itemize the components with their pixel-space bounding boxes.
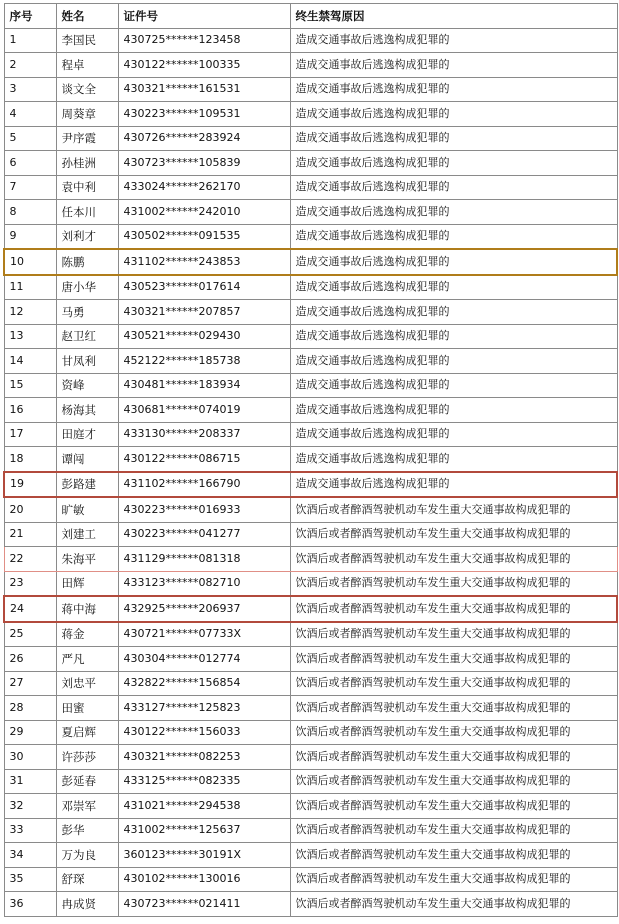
id-number-cell: 430723******021411: [118, 892, 290, 917]
name-cell: 陈鹏: [56, 249, 118, 275]
name-cell: 袁中利: [56, 175, 118, 200]
id-number-cell: 430223******016933: [118, 497, 290, 522]
table-row: [4, 892, 617, 917]
name-cell: 旷敏: [56, 497, 118, 522]
index-cell: 20: [4, 497, 56, 522]
name-cell: 刘忠平: [56, 671, 118, 696]
reason-cell: 造成交通事故后逃逸构成犯罪的: [290, 373, 617, 398]
table-row: [4, 249, 617, 275]
id-number-cell: 433123******082710: [118, 571, 290, 596]
table-row: [4, 200, 617, 225]
index-cell: 22: [4, 547, 56, 572]
name-cell: 田蜜: [56, 696, 118, 721]
name-cell: 刘建工: [56, 522, 118, 547]
table-row: [4, 720, 617, 745]
name-cell: 马勇: [56, 300, 118, 325]
table-row: [4, 275, 617, 300]
id-number-cell: 452122******185738: [118, 349, 290, 374]
id-number-cell: 430304******012774: [118, 647, 290, 672]
reason-cell: 饮酒后或者醉酒驾驶机动车发生重大交通事故构成犯罪的: [290, 596, 617, 622]
table-row: [4, 447, 617, 472]
index-cell: 6: [4, 151, 56, 176]
table-row: [4, 794, 617, 819]
reason-cell: 饮酒后或者醉酒驾驶机动车发生重大交通事故构成犯罪的: [290, 794, 617, 819]
name-cell: 谈文全: [56, 77, 118, 102]
index-cell: 32: [4, 794, 56, 819]
name-cell: 尹序霞: [56, 126, 118, 151]
header-id-number: 证件号: [118, 4, 290, 29]
index-cell: 21: [4, 522, 56, 547]
table-row: [4, 522, 617, 547]
id-number-cell: 430502******091535: [118, 224, 290, 249]
id-number-cell: 430481******183934: [118, 373, 290, 398]
reason-cell: 饮酒后或者醉酒驾驶机动车发生重大交通事故构成犯罪的: [290, 671, 617, 696]
reason-cell: 饮酒后或者醉酒驾驶机动车发生重大交通事故构成犯罪的: [290, 571, 617, 596]
table-row: [4, 497, 617, 522]
id-number-cell: 430523******017614: [118, 275, 290, 300]
reason-cell: 饮酒后或者醉酒驾驶机动车发生重大交通事故构成犯罪的: [290, 622, 617, 647]
reason-cell: 造成交通事故后逃逸构成犯罪的: [290, 53, 617, 78]
id-number-cell: 433024******262170: [118, 175, 290, 200]
id-number-cell: 430321******207857: [118, 300, 290, 325]
index-cell: 19: [4, 472, 56, 498]
reason-cell: 造成交通事故后逃逸构成犯罪的: [290, 447, 617, 472]
id-number-cell: 431002******125637: [118, 818, 290, 843]
table-row: [4, 349, 617, 374]
id-number-cell: 431102******166790: [118, 472, 290, 498]
table-row: [4, 300, 617, 325]
name-cell: 田庭才: [56, 422, 118, 447]
reason-cell: 造成交通事故后逃逸构成犯罪的: [290, 472, 617, 498]
name-cell: 周葵章: [56, 102, 118, 127]
reason-cell: 饮酒后或者醉酒驾驶机动车发生重大交通事故构成犯罪的: [290, 696, 617, 721]
header-name: 姓名: [56, 4, 118, 29]
reason-cell: 造成交通事故后逃逸构成犯罪的: [290, 349, 617, 374]
table-header: [4, 4, 617, 29]
name-cell: 程卓: [56, 53, 118, 78]
reason-cell: 饮酒后或者醉酒驾驶机动车发生重大交通事故构成犯罪的: [290, 892, 617, 917]
reason-cell: 造成交通事故后逃逸构成犯罪的: [290, 249, 617, 275]
name-cell: 许莎莎: [56, 745, 118, 770]
reason-cell: 饮酒后或者醉酒驾驶机动车发生重大交通事故构成犯罪的: [290, 647, 617, 672]
table-row: [4, 696, 617, 721]
name-cell: 邓崇军: [56, 794, 118, 819]
table-row: [4, 151, 617, 176]
reason-cell: 造成交通事故后逃逸构成犯罪的: [290, 324, 617, 349]
index-cell: 4: [4, 102, 56, 127]
name-cell: 赵卫红: [56, 324, 118, 349]
index-cell: 11: [4, 275, 56, 300]
table-row: [4, 571, 617, 596]
id-number-cell: 360123******30191X: [118, 843, 290, 868]
reason-cell: 造成交通事故后逃逸构成犯罪的: [290, 28, 617, 53]
reason-cell: 造成交通事故后逃逸构成犯罪的: [290, 200, 617, 225]
id-number-cell: 430725******123458: [118, 28, 290, 53]
header-index: 序号: [4, 4, 56, 29]
name-cell: 甘凤利: [56, 349, 118, 374]
index-cell: 23: [4, 571, 56, 596]
name-cell: 任本川: [56, 200, 118, 225]
name-cell: 舒琛: [56, 867, 118, 892]
index-cell: 30: [4, 745, 56, 770]
id-number-cell: 430726******283924: [118, 126, 290, 151]
index-cell: 13: [4, 324, 56, 349]
table-row: [4, 126, 617, 151]
index-cell: 27: [4, 671, 56, 696]
name-cell: 资峰: [56, 373, 118, 398]
name-cell: 杨海其: [56, 398, 118, 423]
index-cell: 16: [4, 398, 56, 423]
reason-cell: 饮酒后或者醉酒驾驶机动车发生重大交通事故构成犯罪的: [290, 818, 617, 843]
table-row: [4, 596, 617, 622]
reason-cell: 造成交通事故后逃逸构成犯罪的: [290, 275, 617, 300]
index-cell: 24: [4, 596, 56, 622]
table-row: [4, 175, 617, 200]
index-cell: 25: [4, 622, 56, 647]
reason-cell: 饮酒后或者醉酒驾驶机动车发生重大交通事故构成犯罪的: [290, 745, 617, 770]
id-number-cell: 430223******109531: [118, 102, 290, 127]
table-row: [4, 769, 617, 794]
id-number-cell: 430122******156033: [118, 720, 290, 745]
reason-cell: 饮酒后或者醉酒驾驶机动车发生重大交通事故构成犯罪的: [290, 522, 617, 547]
table-row: [4, 324, 617, 349]
name-cell: 夏启辉: [56, 720, 118, 745]
name-cell: 严凡: [56, 647, 118, 672]
reason-cell: 饮酒后或者醉酒驾驶机动车发生重大交通事故构成犯罪的: [290, 769, 617, 794]
table-row: [4, 28, 617, 53]
table-row: [4, 547, 617, 572]
index-cell: 10: [4, 249, 56, 275]
index-cell: 28: [4, 696, 56, 721]
id-number-cell: 433125******082335: [118, 769, 290, 794]
id-number-cell: 433127******125823: [118, 696, 290, 721]
id-number-cell: 432925******206937: [118, 596, 290, 622]
id-number-cell: 430102******130016: [118, 867, 290, 892]
index-cell: 3: [4, 77, 56, 102]
id-number-cell: 430223******041277: [118, 522, 290, 547]
index-cell: 34: [4, 843, 56, 868]
name-cell: 蒋金: [56, 622, 118, 647]
reason-cell: 造成交通事故后逃逸构成犯罪的: [290, 300, 617, 325]
table-row: [4, 102, 617, 127]
header-row: [4, 4, 617, 29]
reason-cell: 造成交通事故后逃逸构成犯罪的: [290, 398, 617, 423]
id-number-cell: 430321******082253: [118, 745, 290, 770]
table-row: [4, 373, 617, 398]
name-cell: 万为良: [56, 843, 118, 868]
name-cell: 田辉: [56, 571, 118, 596]
id-number-cell: 431102******243853: [118, 249, 290, 275]
ban-list-table: [3, 3, 618, 917]
id-number-cell: 430122******086715: [118, 447, 290, 472]
table-row: [4, 745, 617, 770]
table-row: [4, 647, 617, 672]
index-cell: 18: [4, 447, 56, 472]
table-row: [4, 398, 617, 423]
name-cell: 彭华: [56, 818, 118, 843]
id-number-cell: 430723******105839: [118, 151, 290, 176]
name-cell: 朱海平: [56, 547, 118, 572]
name-cell: 孙桂洲: [56, 151, 118, 176]
name-cell: 彭路建: [56, 472, 118, 498]
name-cell: 刘利才: [56, 224, 118, 249]
table-body: [4, 28, 617, 916]
reason-cell: 饮酒后或者醉酒驾驶机动车发生重大交通事故构成犯罪的: [290, 867, 617, 892]
table-row: [4, 77, 617, 102]
reason-cell: 造成交通事故后逃逸构成犯罪的: [290, 126, 617, 151]
table-row: [4, 224, 617, 249]
index-cell: 8: [4, 200, 56, 225]
reason-cell: 饮酒后或者醉酒驾驶机动车发生重大交通事故构成犯罪的: [290, 497, 617, 522]
reason-cell: 造成交通事故后逃逸构成犯罪的: [290, 422, 617, 447]
table-row: [4, 671, 617, 696]
name-cell: 冉成贤: [56, 892, 118, 917]
table-row: [4, 818, 617, 843]
index-cell: 2: [4, 53, 56, 78]
header-ban-reason: 终生禁驾原因: [290, 4, 617, 29]
id-number-cell: 431021******294538: [118, 794, 290, 819]
id-number-cell: 431002******242010: [118, 200, 290, 225]
index-cell: 5: [4, 126, 56, 151]
reason-cell: 饮酒后或者醉酒驾驶机动车发生重大交通事故构成犯罪的: [290, 720, 617, 745]
index-cell: 14: [4, 349, 56, 374]
id-number-cell: 430521******029430: [118, 324, 290, 349]
index-cell: 9: [4, 224, 56, 249]
name-cell: 李国民: [56, 28, 118, 53]
id-number-cell: 430321******161531: [118, 77, 290, 102]
index-cell: 15: [4, 373, 56, 398]
id-number-cell: 430721******07733X: [118, 622, 290, 647]
table-row: [4, 422, 617, 447]
reason-cell: 造成交通事故后逃逸构成犯罪的: [290, 151, 617, 176]
table-row: [4, 867, 617, 892]
table-row: [4, 472, 617, 498]
id-number-cell: 433130******208337: [118, 422, 290, 447]
reason-cell: 造成交通事故后逃逸构成犯罪的: [290, 224, 617, 249]
reason-cell: 造成交通事故后逃逸构成犯罪的: [290, 77, 617, 102]
id-number-cell: 430122******100335: [118, 53, 290, 78]
index-cell: 17: [4, 422, 56, 447]
index-cell: 36: [4, 892, 56, 917]
reason-cell: 饮酒后或者醉酒驾驶机动车发生重大交通事故构成犯罪的: [290, 843, 617, 868]
name-cell: 谭闯: [56, 447, 118, 472]
name-cell: 唐小华: [56, 275, 118, 300]
index-cell: 1: [4, 28, 56, 53]
index-cell: 26: [4, 647, 56, 672]
index-cell: 7: [4, 175, 56, 200]
index-cell: 12: [4, 300, 56, 325]
name-cell: 蒋中海: [56, 596, 118, 622]
index-cell: 33: [4, 818, 56, 843]
table-row: [4, 53, 617, 78]
reason-cell: 饮酒后或者醉酒驾驶机动车发生重大交通事故构成犯罪的: [290, 547, 617, 572]
id-number-cell: 431129******081318: [118, 547, 290, 572]
index-cell: 35: [4, 867, 56, 892]
table-row: [4, 622, 617, 647]
reason-cell: 造成交通事故后逃逸构成犯罪的: [290, 102, 617, 127]
table-row: [4, 843, 617, 868]
index-cell: 31: [4, 769, 56, 794]
index-cell: 29: [4, 720, 56, 745]
id-number-cell: 430681******074019: [118, 398, 290, 423]
reason-cell: 造成交通事故后逃逸构成犯罪的: [290, 175, 617, 200]
name-cell: 彭延春: [56, 769, 118, 794]
id-number-cell: 432822******156854: [118, 671, 290, 696]
